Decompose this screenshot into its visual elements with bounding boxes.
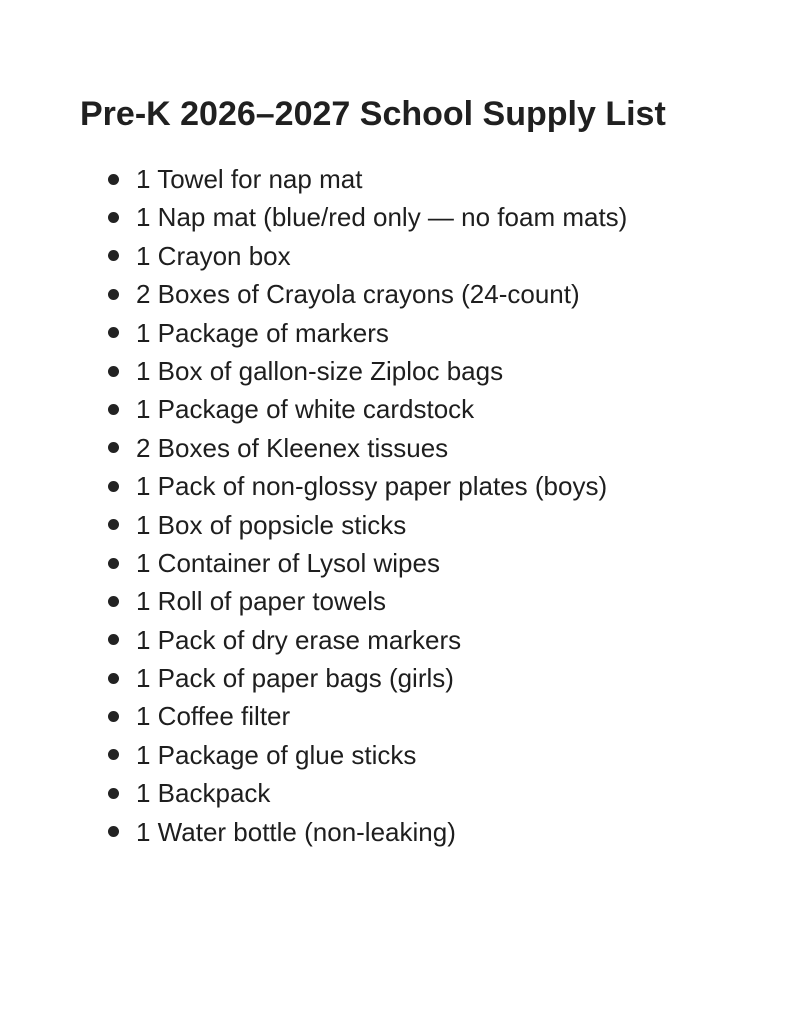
bullet-icon xyxy=(108,826,119,837)
bullet-icon xyxy=(108,481,119,492)
list-item xyxy=(108,774,627,812)
list-item xyxy=(108,506,627,544)
list-item xyxy=(108,275,627,313)
list-item-text: 1 Crayon box xyxy=(136,240,291,271)
bullet-icon xyxy=(108,634,119,645)
list-item xyxy=(108,237,627,275)
list-item xyxy=(108,813,627,851)
list-item xyxy=(108,160,627,198)
list-item xyxy=(108,352,627,390)
list-item-text: 1 Container of Lysol wipes xyxy=(136,547,440,578)
bullet-icon xyxy=(108,327,119,338)
list-item xyxy=(108,544,627,582)
bullet-icon xyxy=(108,673,119,684)
list-item xyxy=(108,198,627,236)
list-item-text: 1 Towel for nap mat xyxy=(136,164,363,194)
bullet-icon xyxy=(108,212,119,223)
list-item-text: 1 Box of popsicle sticks xyxy=(136,509,407,540)
list-item-text: 1 Package of white cardstock xyxy=(136,394,475,425)
list-item-text: 1 Pack of paper bags (girls) xyxy=(136,663,454,694)
list-item xyxy=(108,390,627,428)
bullet-icon xyxy=(108,366,119,377)
bullet-icon xyxy=(108,749,119,760)
bullet-icon xyxy=(108,711,119,722)
list-item xyxy=(108,429,627,467)
bullet-icon xyxy=(108,250,119,261)
list-item xyxy=(108,621,627,659)
bullet-icon xyxy=(108,404,119,415)
list-item-text: 1 Package of glue sticks xyxy=(136,739,417,770)
list-item xyxy=(108,697,627,735)
bullet-icon xyxy=(108,174,119,185)
list-item xyxy=(108,659,627,697)
list-item-text: 1 Box of gallon-size Ziploc bags xyxy=(136,355,504,386)
list-item-text: 1 Pack of dry erase markers xyxy=(136,624,462,655)
list-item xyxy=(108,314,627,352)
list-item-text: 1 Backpack xyxy=(136,778,271,809)
list-item xyxy=(108,467,627,505)
bullet-icon xyxy=(108,442,119,453)
list-item-text: 2 Boxes of Kleenex tissues xyxy=(136,432,449,463)
list-item xyxy=(108,582,627,620)
supply-list xyxy=(108,160,627,851)
list-item-text: 1 Pack of non-glossy paper plates (boys) xyxy=(136,471,608,502)
list-item-text: 1 Package of markers xyxy=(136,317,389,348)
bullet-icon xyxy=(108,558,119,569)
list-item-text: 2 Boxes of Crayola crayons (24-count) xyxy=(136,279,580,310)
page-title: Pre-K 2026–2027 School Supply List xyxy=(80,95,666,133)
list-item xyxy=(108,736,627,774)
bullet-icon xyxy=(108,788,119,799)
bullet-icon xyxy=(108,596,119,607)
bullet-icon xyxy=(108,289,119,300)
list-item-text: 1 Coffee filter xyxy=(136,701,291,732)
list-item-text: 1 Roll of paper towels xyxy=(136,586,387,617)
list-item-text: 1 Water bottle (non-leaking) xyxy=(136,816,456,847)
bullet-icon xyxy=(108,519,119,530)
list-item-text: 1 Nap mat (blue/red only — no foam mats) xyxy=(136,202,628,233)
